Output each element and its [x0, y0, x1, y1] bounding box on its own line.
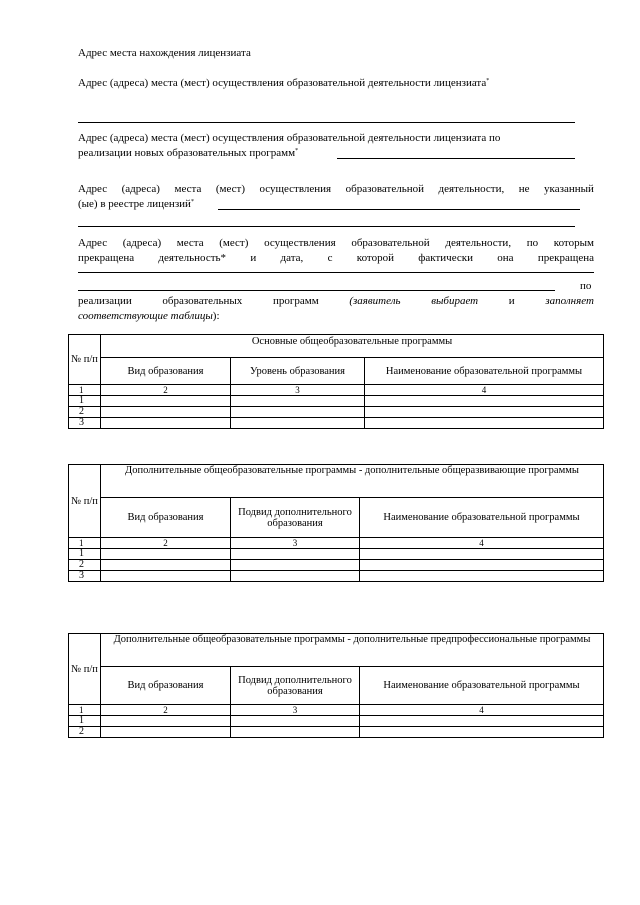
word: и — [250, 252, 257, 264]
word: Адрес — [78, 237, 108, 249]
word: места — [176, 237, 204, 249]
col-number: 3 — [231, 538, 360, 549]
row-number: 2 — [69, 727, 101, 738]
row-number: 3 — [69, 418, 101, 429]
row-number: 2 — [69, 407, 101, 418]
realization-label-2: соответствующие таблицы): — [78, 310, 220, 322]
table-cell[interactable] — [360, 549, 604, 560]
row-number: 1 — [69, 716, 101, 727]
row-number: 3 — [69, 571, 101, 582]
col-number: 4 — [365, 385, 604, 396]
word: Адрес — [78, 183, 108, 195]
table-general-developing — [68, 464, 604, 582]
col-number: 4 — [360, 705, 604, 716]
po-label: по — [580, 280, 592, 292]
fill-line[interactable] — [78, 272, 594, 273]
col-number: 3 — [231, 705, 360, 716]
addr-ceased-label-2 — [78, 251, 594, 265]
fill-line[interactable] — [78, 122, 575, 123]
word: реализации — [78, 295, 132, 307]
word: (мест) — [215, 183, 245, 195]
table-cell[interactable] — [231, 418, 365, 429]
col-header: Вид образования — [101, 358, 231, 385]
word: (адреса) — [121, 183, 160, 195]
word: которой — [356, 252, 394, 264]
table-cell[interactable] — [101, 716, 231, 727]
word: образовательной — [345, 183, 424, 195]
word: программ — [272, 295, 319, 307]
row-number: 2 — [69, 560, 101, 571]
table-cell[interactable] — [101, 396, 231, 407]
word: (адреса) — [122, 237, 162, 249]
word: места — [174, 183, 202, 195]
table-cell[interactable] — [101, 571, 231, 582]
col-number: 1 — [69, 538, 101, 549]
table-cell[interactable] — [101, 727, 231, 738]
table-cell[interactable] — [231, 571, 360, 582]
table-title: Основные общеобразовательные программы — [101, 335, 604, 358]
word: (заявитель — [349, 295, 401, 307]
addr-new-label-1: Адрес (адреса) места (мест) осуществления образовательной деятельности лицензиата по — [78, 132, 501, 144]
table-cell[interactable] — [231, 716, 360, 727]
table-pre-professional — [68, 633, 604, 738]
col-header: Вид образования — [101, 667, 231, 705]
addr-not-in-registry-label-2: (ые) в реестре лицензий* — [78, 198, 194, 210]
col-number: 4 — [360, 538, 604, 549]
addr-not-in-registry-label-1 — [78, 182, 594, 196]
table-cell[interactable] — [360, 560, 604, 571]
table-cell[interactable] — [365, 396, 604, 407]
word: прекращена — [537, 252, 594, 264]
word: деятельности, — [445, 237, 512, 249]
col-header: Наименование образовательной программы — [360, 498, 604, 538]
word: (мест) — [219, 237, 249, 249]
col-number: 3 — [231, 385, 365, 396]
num-header: № п/п — [69, 335, 101, 385]
word: дата, — [280, 252, 304, 264]
table-cell[interactable] — [231, 560, 360, 571]
word: которым — [553, 237, 594, 249]
word: образовательных — [162, 295, 243, 307]
col-header: Вид образования — [101, 498, 231, 538]
word: указанный — [544, 183, 594, 195]
word: образовательной — [351, 237, 430, 249]
col-header: Подвид дополнительного образования — [231, 667, 360, 705]
table-cell[interactable] — [231, 549, 360, 560]
table-cell[interactable] — [231, 396, 365, 407]
word: она — [497, 252, 514, 264]
word: деятельность* — [158, 252, 227, 264]
table-cell[interactable] — [365, 418, 604, 429]
addr-ceased-label-1 — [78, 236, 594, 250]
addr-new-label-2: реализации новых образовательных программ* — [78, 147, 299, 159]
addr-activity-label: Адрес (адреса) места (мест) осуществления образовательной деятельности лицензиата* — [78, 77, 490, 89]
word: не — [518, 183, 530, 195]
table-cell[interactable] — [231, 727, 360, 738]
fill-line[interactable] — [78, 226, 575, 227]
word: и — [508, 295, 515, 307]
table-main-programs — [68, 334, 604, 429]
word: осуществления — [264, 237, 336, 249]
table-cell[interactable] — [231, 407, 365, 418]
word: фактически — [418, 252, 473, 264]
word: с — [327, 252, 333, 264]
table-cell[interactable] — [360, 716, 604, 727]
table-cell[interactable] — [365, 407, 604, 418]
col-header: Наименование образовательной программы — [360, 667, 604, 705]
row-number: 1 — [69, 396, 101, 407]
row-number: 1 — [69, 549, 101, 560]
word: заполняет — [545, 295, 594, 307]
fill-line[interactable] — [78, 290, 555, 291]
table-cell[interactable] — [101, 418, 231, 429]
word: прекращена — [78, 252, 135, 264]
address-licensee-label: Адрес места нахождения лицензиата — [78, 47, 251, 59]
col-number: 2 — [101, 385, 231, 396]
fill-line[interactable] — [218, 209, 580, 210]
col-header: Уровень образования — [231, 358, 365, 385]
col-number: 2 — [101, 705, 231, 716]
num-header: № п/п — [69, 634, 101, 705]
table-title: Дополнительные общеобразовательные программы - дополнительные общеразвивающие программы — [101, 465, 604, 498]
col-number: 2 — [101, 538, 231, 549]
word: по — [526, 237, 539, 249]
table-cell[interactable] — [360, 571, 604, 582]
fill-line[interactable] — [337, 158, 575, 159]
col-header: Подвид дополнительного образования — [231, 498, 360, 538]
word: осуществления — [259, 183, 332, 195]
table-title: Дополнительные общеобразовательные программы - дополнительные предпрофессиональные программы — [101, 634, 604, 667]
col-number: 1 — [69, 385, 101, 396]
word: выбирает — [431, 295, 479, 307]
table-cell[interactable] — [101, 560, 231, 571]
table-cell[interactable] — [360, 727, 604, 738]
num-header: № п/п — [69, 465, 101, 538]
col-number: 1 — [69, 705, 101, 716]
table-cell[interactable] — [101, 549, 231, 560]
realization-label-1 — [78, 294, 594, 308]
col-header: Наименование образовательной программы — [365, 358, 604, 385]
table-cell[interactable] — [101, 407, 231, 418]
word: деятельности, — [438, 183, 505, 195]
